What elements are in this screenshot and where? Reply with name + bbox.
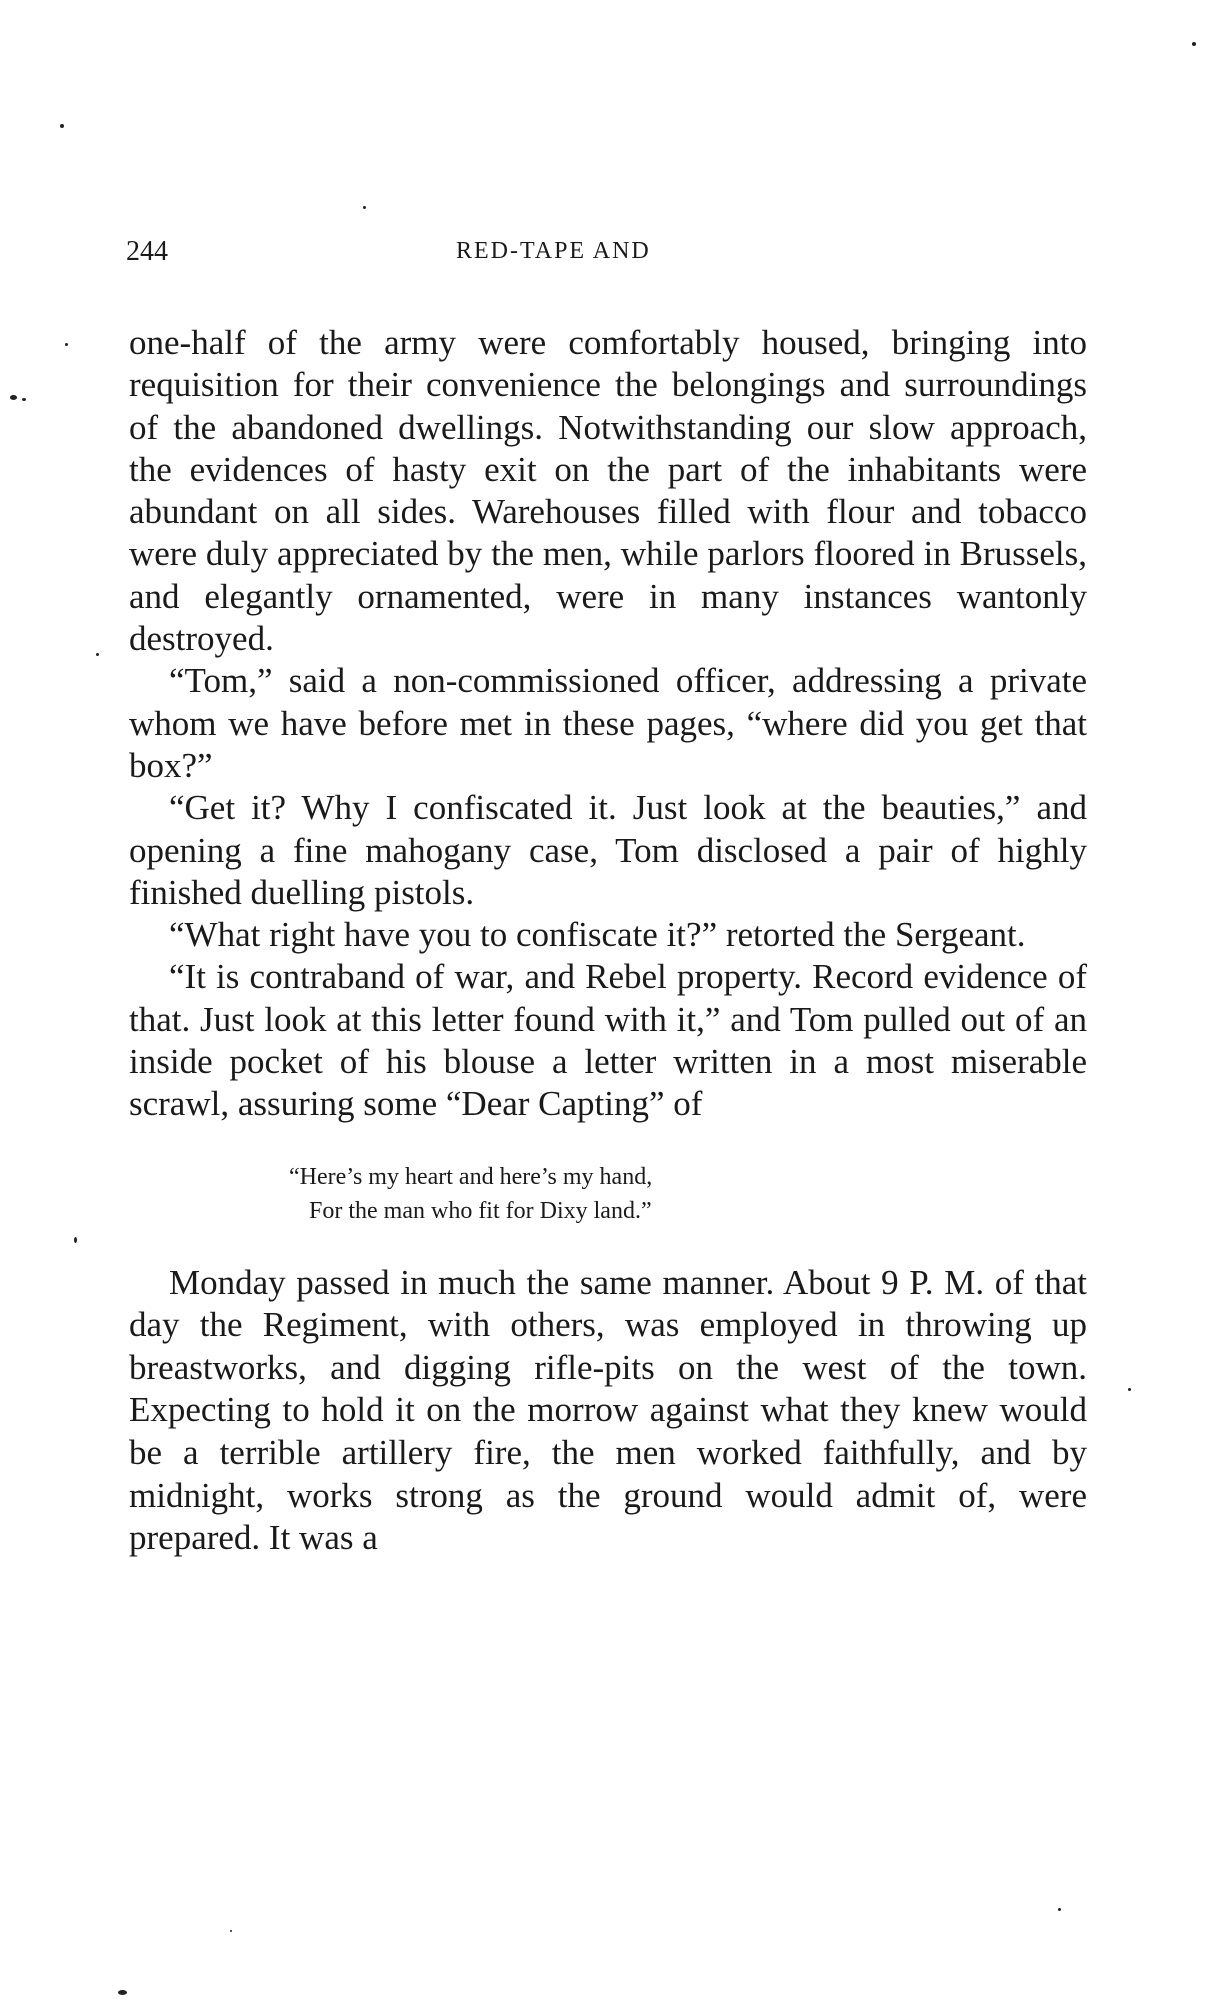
scan-speck: [118, 1990, 127, 1995]
scan-speck: [1192, 42, 1196, 46]
page-number: 244: [126, 236, 168, 267]
paragraph-contraband: “It is contraband of war, and Rebel property. Record evidence of that. Just look at this letter found with it,” and Tom pulled out of an inside pocket of his blouse a letter written in a most miserable scrawl, assuring some “Dear Capting” of: [129, 957, 1087, 1124]
scan-speck: [363, 206, 366, 209]
scan-speck: [65, 343, 68, 346]
running-head: RED-TAPE AND: [456, 238, 651, 264]
paragraph-tom-box: “Tom,” said a non-commissioned officer, addressing a private whom we have before met in these pages, “where did you get that box?”: [129, 661, 1087, 785]
paragraph-continued: one-half of the army were comfortably housed, bringing into requisition for their convenience the belongings and surroundings of the abandoned dwellings. Notwithstanding our slow approach, the evidences of hasty exit on the part of the inhabitants were abundant on all sides. Warehouses filled with flour and tobacco were duly appreciated by the men, while parlors floored in Brussels, and elegantly ornamented, were in many instances wantonly destroyed.: [129, 323, 1087, 659]
scan-speck: [96, 653, 99, 656]
scan-speck: [1058, 1908, 1061, 1911]
body-text: [129, 322, 1087, 1560]
scan-speck: [230, 1930, 232, 1932]
scan-speck: [74, 1237, 77, 1243]
paragraph-confiscated: “Get it? Why I confiscated it. Just look at the beauties,” and opening a fine mahogany case, Tom disclosed a pair of highly finished duelling pistols.: [129, 788, 1087, 912]
scan-speck: [1128, 1388, 1131, 1391]
verse-line-2: For the man who fit for Dixy land.”: [309, 1197, 652, 1224]
page-header: [126, 236, 1086, 276]
paragraph-sergeant: “What right have you to confiscate it?” retorted the Sergeant.: [169, 915, 1026, 955]
scan-speck: [60, 124, 64, 128]
verse-quote: [129, 1160, 1087, 1228]
scan-speck: [10, 395, 17, 400]
paragraph-monday: Monday passed in much the same manner. About 9 P. M. of that day the Regiment, with others, was employed in throwing up breastworks, and digging rifle-pits on the west of the town. Expecting to hold it on the morrow against what they knew would be a terrible artillery fire, the men worked faithfully, and by midnight, works strong as the ground would admit of, were prepared. It was a: [129, 1262, 1087, 1558]
scan-speck: [22, 398, 26, 401]
verse-line-1: “Here’s my heart and here’s my hand,: [289, 1163, 653, 1190]
